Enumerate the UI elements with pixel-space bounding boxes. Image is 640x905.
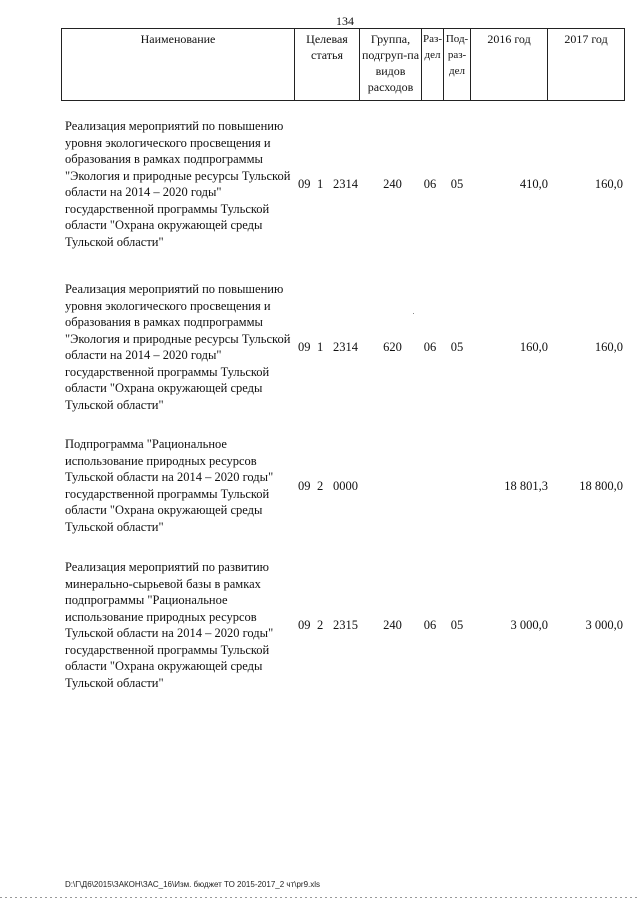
row-name: Реализация мероприятий по развитию минерально-сырьевой базы в рамках подпрограммы "Рациональное использование природных ресурсов Тульской области на 2014 – 2020 годы" государственной программы Тульской области "Охрана окружающей среды Тульской области" (65, 560, 274, 690)
row-2016: 160,0 (519, 340, 548, 354)
row-subsection: 05 (450, 340, 464, 354)
row-2016: 410,0 (519, 177, 548, 191)
table-header (61, 28, 625, 101)
row-section: 06 (423, 618, 437, 632)
row-program: 09 (298, 618, 311, 632)
row-subsection: 05 (450, 618, 464, 632)
row-2017: 160,0 (594, 340, 623, 354)
row-subsection: 05 (450, 177, 464, 191)
row-subprogram: 1 (317, 340, 324, 354)
row-code: 2315 (333, 618, 358, 632)
row-subprogram: 1 (317, 177, 324, 191)
row-section: 06 (423, 340, 437, 354)
row-group: 620 (383, 340, 402, 354)
row-subprogram: 2 (317, 479, 324, 493)
row-program: 09 (298, 479, 311, 493)
file-path-footer: D:\Г\Д6\2015\ЗАКОН\ЗАС_16\Изм. бюджет ТО 2015-2017_2 чт\pr9.xls (65, 880, 321, 889)
row-code: 2314 (333, 177, 358, 191)
row-2016: 3 000,0 (510, 618, 548, 632)
header-group: Группа, подгруп-па видов расходов (360, 29, 422, 101)
row-group: 240 (383, 177, 402, 191)
header-year-2017: 2017 год (548, 29, 625, 101)
row-name: Реализация мероприятий по повышению уровня экологического просвещения и образования в рамках подпрограммы "Экология и природные ресурсы Тульской области на 2014 – 2020 годы" государственной программы Тульской области "Охрана окружающей среды Тульской области" (65, 119, 291, 249)
row-code: 2314 (333, 340, 358, 354)
scan-artifact-line (0, 897, 640, 898)
header-target-article: Целевая статья (295, 29, 360, 101)
row-group: 240 (383, 618, 402, 632)
row-name: Подпрограмма "Рациональное использование природных ресурсов Тульской области на 2014 – 2020 годы" государственной программы Тульской области "Охрана окружающей среды Тульской области" (65, 437, 274, 534)
row-2016: 18 801,3 (504, 479, 548, 493)
header-subsection: Под-раз-дел (444, 29, 471, 101)
row-program: 09 (298, 340, 311, 354)
scan-speck (413, 313, 414, 314)
row-2017: 3 000,0 (585, 618, 623, 632)
row-section: 06 (423, 177, 437, 191)
row-2017: 18 800,0 (579, 479, 623, 493)
page-number: 134 (336, 14, 354, 28)
row-program: 09 (298, 177, 311, 191)
header-name: Наименование (62, 29, 295, 101)
row-name: Реализация мероприятий по повышению уровня экологического просвещения и образования в рамках подпрограммы "Экология и природные ресурсы Тульской области на 2014 – 2020 годы" государственной программы Тульской области "Охрана окружающей среды Тульской области" (65, 282, 291, 412)
header-year-2016: 2016 год (471, 29, 548, 101)
header-section: Раз-дел (422, 29, 444, 101)
row-subprogram: 2 (317, 618, 324, 632)
row-code: 0000 (333, 479, 358, 493)
row-2017: 160,0 (594, 177, 623, 191)
